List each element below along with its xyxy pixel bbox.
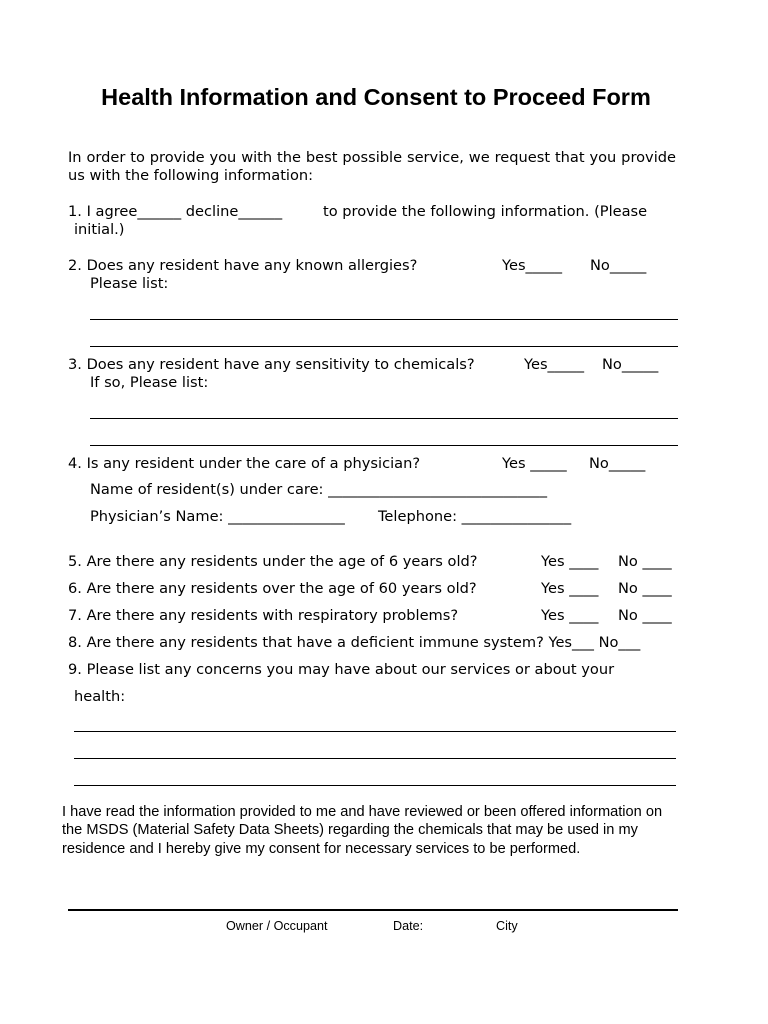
q9-answer-line-3[interactable] xyxy=(74,785,676,786)
q3-no: No_____ xyxy=(602,356,659,373)
q2-sub: Please list: xyxy=(90,275,169,292)
q5-yes: Yes ____ xyxy=(541,553,599,570)
city-label: City xyxy=(496,919,518,933)
consent-paragraph: I have read the information provided to me and have reviewed or been offered information on the MSDS (Material Safety Data Sheets) regarding the chemicals that may be used in my residence and I hereby give my consent for necessary services to be performed. xyxy=(62,804,663,857)
q4-no: No_____ xyxy=(589,455,646,472)
q5-question: 5. Are there any residents under the age of 6 years old? xyxy=(68,553,478,570)
q9-question-cont: health: xyxy=(74,688,126,705)
q1-initial: initial.) xyxy=(74,221,125,238)
q3-yes: Yes_____ xyxy=(524,356,585,373)
q4-resident-name: Name of resident(s) under care: ______________________________ xyxy=(90,481,548,498)
q2-answer-line-2[interactable] xyxy=(90,346,678,347)
q2-yes: Yes_____ xyxy=(502,257,563,274)
q2-question: 2. Does any resident have any known allergies? xyxy=(68,257,418,274)
q4-yes: Yes _____ xyxy=(502,455,567,472)
date-label: Date: xyxy=(393,919,424,933)
q4-telephone: Telephone: _______________ xyxy=(378,508,572,525)
q3-question: 3. Does any resident have any sensitivity to chemicals? xyxy=(68,356,475,373)
q2-no: No_____ xyxy=(590,257,647,274)
q9-question: 9. Please list any concerns you may have about our services or about your xyxy=(68,661,615,678)
q7-question: 7. Are there any residents with respiratory problems? xyxy=(68,607,459,624)
q1-text: to provide the following information. (Please xyxy=(323,203,648,220)
q8-question: 8. Are there any residents that have a deficient immune system? Yes___ No___ xyxy=(68,634,641,651)
q2-answer-line-1[interactable] xyxy=(90,319,678,320)
q4-question: 4. Is any resident under the care of a physician? xyxy=(68,455,421,472)
q6-question: 6. Are there any residents over the age of 60 years old? xyxy=(68,580,477,597)
q5-no: No ____ xyxy=(618,553,672,570)
q7-no: No ____ xyxy=(618,607,672,624)
q9-answer-line-1[interactable] xyxy=(74,731,676,732)
signature-line[interactable] xyxy=(68,909,678,911)
form-title: Health Information and Consent to Proceed Form xyxy=(101,84,651,110)
q6-no: No ____ xyxy=(618,580,672,597)
q1-agree-decline: 1. I agree______ decline______ xyxy=(68,203,283,220)
q3-answer-line-1[interactable] xyxy=(90,418,678,419)
q9-answer-line-2[interactable] xyxy=(74,758,676,759)
q6-yes: Yes ____ xyxy=(541,580,599,597)
q3-sub: If so, Please list: xyxy=(90,374,209,391)
q7-yes: Yes ____ xyxy=(541,607,599,624)
owner-occupant-label: Owner / Occupant xyxy=(226,919,328,933)
intro-paragraph: In order to provide you with the best possible service, we request that you provide us with the following information: xyxy=(68,149,676,184)
q4-physician-name: Physician’s Name: ________________ xyxy=(90,508,345,525)
q3-answer-line-2[interactable] xyxy=(90,445,678,446)
